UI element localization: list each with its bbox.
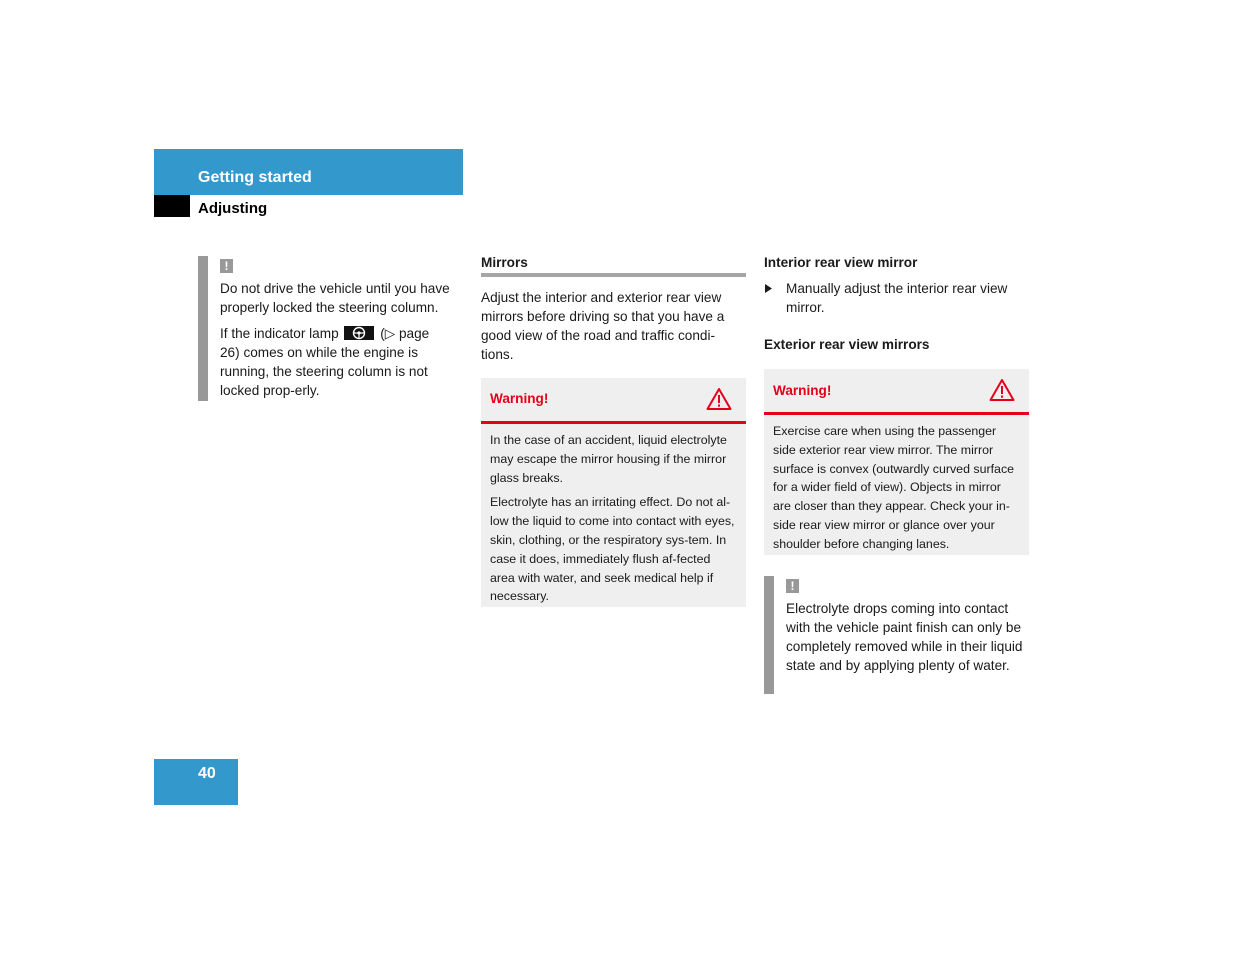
instruction-item xyxy=(764,279,1026,317)
warning-label: Warning! xyxy=(490,391,549,406)
warning-paragraph: In the case of an accident, liquid electrolyte may escape the mirror housing if the mirror glass breaks. xyxy=(490,433,727,485)
warning-body xyxy=(481,424,746,620)
warning-header xyxy=(764,369,1029,415)
note-paragraph: Do not drive the vehicle until you have properly locked the steering column. xyxy=(220,281,450,315)
steering-column-note xyxy=(198,256,451,401)
mirrors-heading: Mirrors xyxy=(481,255,528,270)
note-paragraph: Electrolyte drops coming into contact with the vehicle paint finish can only be completely removed while in their liquid state and by applying plenty of water. xyxy=(786,601,1023,673)
warning-paragraph: Electrolyte has an irritating effect. Do not al-low the liquid to come into contact with eyes, skin, clothing, or the respiratory sys-tem. In case it does, immediately flush af-fected area with water, and seek medical help if necessary. xyxy=(490,495,735,604)
warning-label: Warning! xyxy=(773,383,832,398)
interior-mirror-heading: Interior rear view mirror xyxy=(764,255,918,270)
section-title: Getting started xyxy=(198,169,312,186)
subsection-title: Adjusting xyxy=(198,200,268,217)
warning-header xyxy=(481,378,746,424)
warning-paragraph: Exercise care when using the passenger side exterior rear view mirror. The mirror surface is convex (outwardly curved surface for a wider field of view). Objects in mirror are closer than they appear. Check your in-side rear view mirror or glance over your shoulder before changing lanes. xyxy=(773,424,1015,551)
warning-body xyxy=(764,415,1029,568)
exclamation-icon: ! xyxy=(220,259,233,273)
note-text: If the indicator lamp xyxy=(220,326,339,341)
note-text: comes on while the engine is running, the steering column is not locked prop-erly. xyxy=(220,345,428,398)
warning-box-convex-mirror xyxy=(764,369,1029,555)
page-number: 40 xyxy=(198,765,216,782)
steering-lamp-icon xyxy=(344,326,374,340)
warning-box-electrolyte xyxy=(481,378,746,607)
paint-finish-note xyxy=(764,576,1029,694)
note-paragraph xyxy=(220,324,451,400)
subsection-marker xyxy=(154,195,190,217)
exclamation-icon: ! xyxy=(786,579,799,593)
warning-triangle-icon xyxy=(989,378,1015,407)
bullet-arrow-icon xyxy=(764,279,774,303)
instruction-text: Manually adjust the interior rear view mirror. xyxy=(786,281,1008,315)
page-reference-link[interactable]: (▷ page 26) xyxy=(220,326,430,360)
warning-triangle-icon xyxy=(706,387,732,416)
page-number-box xyxy=(154,759,238,805)
exterior-mirror-heading: Exterior rear view mirrors xyxy=(764,337,930,352)
heading-rule xyxy=(481,273,746,277)
mirrors-body-text: Adjust the interior and exterior rear view mirrors before driving so that you have a good view of the road and traffic condi-tions. xyxy=(481,290,725,362)
